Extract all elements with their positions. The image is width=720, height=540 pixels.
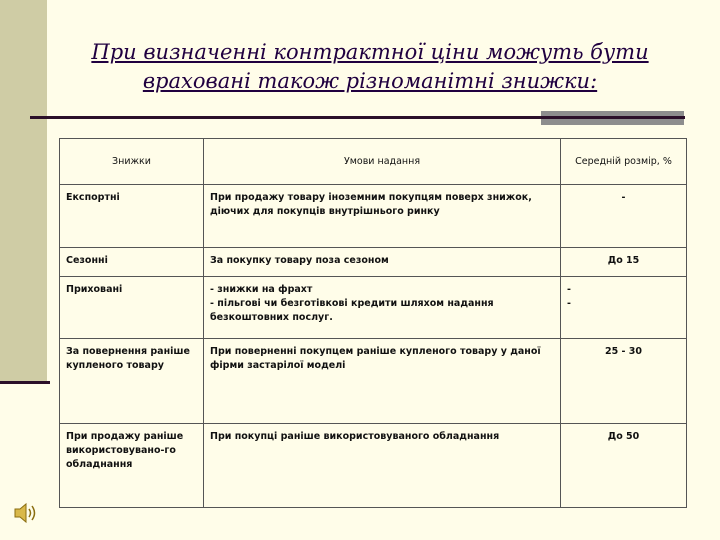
row-type: За повернення раніше купленого товару	[60, 339, 204, 424]
title-line-1: При визначенні контрактної ціни можуть бути	[91, 40, 649, 64]
row-conditions: При продажу товару іноземним покупцям поверх знижок, діючих для покупців внутрішнього ринку	[204, 185, 561, 248]
row-type: При продажу раніше використовувано-го обладнання	[60, 424, 204, 508]
table-row	[60, 248, 687, 277]
decorative-sidebar	[0, 0, 47, 381]
title-divider	[30, 116, 685, 119]
row-size: 25 - 30	[561, 339, 687, 424]
row-conditions: При поверненні покупцем раніше купленого товару у даної фірми застарілої моделі	[204, 339, 561, 424]
row-size: До 50	[561, 424, 687, 508]
table-row	[60, 185, 687, 248]
row-conditions: При покупці раніше використовуваного обладнання	[204, 424, 561, 508]
row-conditions	[204, 277, 561, 339]
table-row	[60, 339, 687, 424]
header-average-size: Середній розмір, %	[561, 139, 687, 185]
table-row	[60, 277, 687, 339]
size-item: -	[567, 298, 571, 309]
slide-title	[60, 38, 680, 96]
header-conditions: Умови надання	[204, 139, 561, 185]
speaker-icon[interactable]	[12, 501, 40, 525]
sidebar-underline	[0, 381, 50, 384]
row-size: -	[561, 185, 687, 248]
row-size: До 15	[561, 248, 687, 277]
row-type: Приховані	[60, 277, 204, 339]
table-row	[60, 424, 687, 508]
title-line-2: враховані також різноманітні знижки:	[142, 69, 598, 93]
row-type: Сезонні	[60, 248, 204, 277]
size-item: -	[567, 284, 571, 295]
row-size	[561, 277, 687, 339]
discounts-table	[59, 138, 687, 508]
condition-item: - знижки на фрахт	[210, 284, 313, 295]
row-conditions: За покупку товару поза сезоном	[204, 248, 561, 277]
condition-item: - пільгові чи безготівкові кредити шляхом надання безкоштовних послуг.	[210, 298, 494, 323]
table-header-row	[60, 139, 687, 185]
header-discounts: Знижки	[60, 139, 204, 185]
row-type: Експортні	[60, 185, 204, 248]
